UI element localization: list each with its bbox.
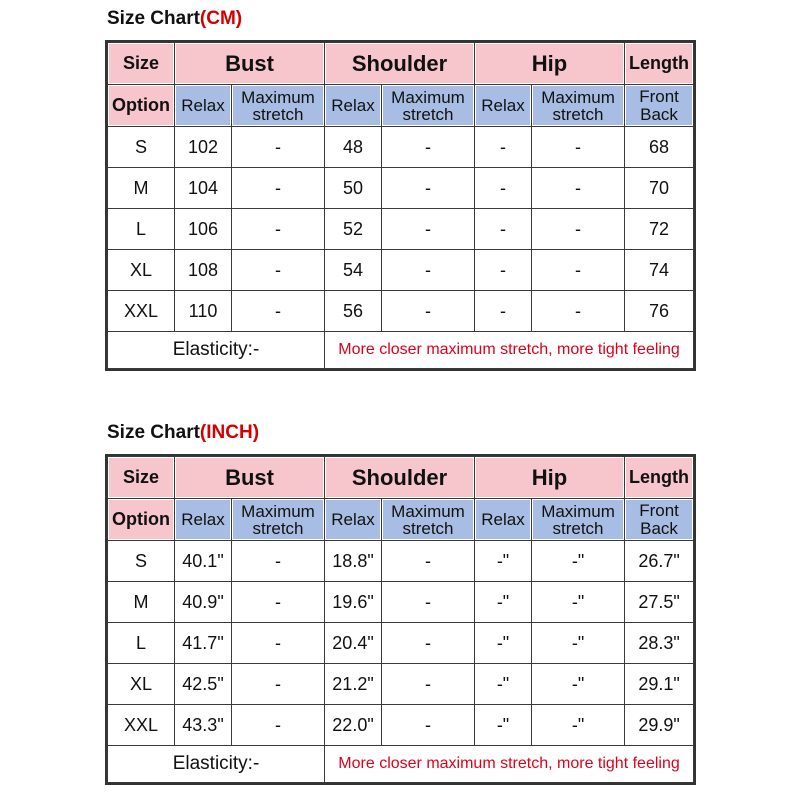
size-cell: M	[108, 582, 175, 623]
elasticity-row	[108, 746, 694, 783]
length-cell: 28.3"	[625, 623, 694, 664]
cm-title-unit: (CM)	[199, 8, 243, 29]
shoulder-max-cell: -	[382, 664, 475, 705]
hip-max-cell: -	[532, 291, 625, 332]
hip-max-cell: -	[532, 250, 625, 291]
option-header: Option	[108, 85, 175, 127]
hip-relax-cell: -	[475, 209, 532, 250]
hip-relax-header: Relax	[475, 499, 532, 541]
shoulder-max-cell: -	[382, 209, 475, 250]
length-header: Length	[625, 43, 694, 85]
bust-max-cell: -	[232, 250, 325, 291]
bust-relax-header: Relax	[175, 499, 232, 541]
shoulder-relax-cell: 54	[325, 250, 382, 291]
inch-header-row	[108, 457, 694, 499]
hip-relax-cell: -	[475, 168, 532, 209]
length-cell: 76	[625, 291, 694, 332]
hip-relax-cell: -"	[475, 623, 532, 664]
length-cell: 29.9"	[625, 705, 694, 746]
size-cell: XXL	[108, 291, 175, 332]
bust-relax-cell: 41.7"	[175, 623, 232, 664]
size-cell: XL	[108, 250, 175, 291]
table-row	[108, 291, 694, 332]
size-cell: L	[108, 209, 175, 250]
shoulder-max-cell: -	[382, 541, 475, 582]
bust-relax-cell: 108	[175, 250, 232, 291]
length-cell: 26.7"	[625, 541, 694, 582]
cm-chart-title	[107, 7, 242, 31]
table-row	[108, 582, 694, 623]
hip-max-cell: -"	[532, 582, 625, 623]
shoulder-max-header	[382, 85, 475, 127]
bust-relax-cell: 40.1"	[175, 541, 232, 582]
size-cell: XXL	[108, 705, 175, 746]
size-cell: S	[108, 541, 175, 582]
length-cell: 70	[625, 168, 694, 209]
shoulder-relax-cell: 56	[325, 291, 382, 332]
elasticity-note: More closer maximum stretch, more tight feeling	[325, 746, 694, 783]
length-cell: 74	[625, 250, 694, 291]
bust-max-header	[232, 85, 325, 127]
shoulder-relax-cell: 50	[325, 168, 382, 209]
table-row	[108, 168, 694, 209]
bust-max-cell: -	[232, 582, 325, 623]
cm-header-row	[108, 43, 694, 85]
bust-relax-cell: 42.5"	[175, 664, 232, 705]
inch-chart-title	[107, 421, 259, 445]
stretch-word: stretch	[252, 104, 304, 124]
length-cell: 72	[625, 209, 694, 250]
shoulder-header: Shoulder	[325, 43, 475, 85]
hip-max-cell: -"	[532, 664, 625, 705]
table-row	[108, 209, 694, 250]
shoulder-max-cell: -	[382, 127, 475, 168]
length-header: Length	[625, 457, 694, 499]
cm-title-prefix: Size Chart	[107, 8, 200, 29]
length-cell: 27.5"	[625, 582, 694, 623]
hip-relax-cell: -	[475, 291, 532, 332]
hip-relax-cell: -	[475, 127, 532, 168]
stretch-word: stretch	[252, 518, 304, 538]
bust-header: Bust	[175, 43, 325, 85]
back-word: Back	[640, 518, 678, 538]
stretch-word: stretch	[402, 518, 454, 538]
cm-subheader-row	[108, 85, 694, 127]
shoulder-relax-header: Relax	[325, 85, 382, 127]
stretch-word: stretch	[402, 104, 454, 124]
size-cell: XL	[108, 664, 175, 705]
shoulder-relax-cell: 52	[325, 209, 382, 250]
bust-relax-cell: 106	[175, 209, 232, 250]
inch-size-table	[107, 456, 694, 783]
front-word: Front	[639, 500, 679, 520]
maximum-word: Maximum	[541, 501, 615, 521]
shoulder-max-cell: -	[382, 291, 475, 332]
elasticity-label: Elasticity:-	[108, 746, 325, 783]
hip-max-header	[532, 499, 625, 541]
back-word: Back	[640, 104, 678, 124]
bust-max-cell: -	[232, 705, 325, 746]
shoulder-header: Shoulder	[325, 457, 475, 499]
shoulder-relax-cell: 18.8"	[325, 541, 382, 582]
stretch-word: stretch	[552, 104, 604, 124]
bust-max-header	[232, 499, 325, 541]
hip-relax-header: Relax	[475, 85, 532, 127]
table-row	[108, 664, 694, 705]
hip-header: Hip	[475, 43, 625, 85]
hip-relax-cell: -"	[475, 705, 532, 746]
hip-max-cell: -"	[532, 541, 625, 582]
size-cell: M	[108, 168, 175, 209]
inch-title-prefix: Size Chart	[107, 422, 200, 443]
bust-relax-cell: 40.9"	[175, 582, 232, 623]
bust-max-cell: -	[232, 664, 325, 705]
shoulder-max-cell: -	[382, 623, 475, 664]
hip-max-cell: -"	[532, 623, 625, 664]
length-cell: 68	[625, 127, 694, 168]
length-front-back-header	[625, 85, 694, 127]
stretch-word: stretch	[552, 518, 604, 538]
maximum-word: Maximum	[391, 87, 465, 107]
size-cell: S	[108, 127, 175, 168]
size-cell: L	[108, 623, 175, 664]
shoulder-max-cell: -	[382, 168, 475, 209]
elasticity-note: More closer maximum stretch, more tight feeling	[325, 332, 694, 369]
shoulder-relax-header: Relax	[325, 499, 382, 541]
shoulder-max-cell: -	[382, 582, 475, 623]
table-row	[108, 705, 694, 746]
shoulder-relax-cell: 22.0"	[325, 705, 382, 746]
inch-title-unit: (INCH)	[199, 422, 260, 443]
shoulder-relax-cell: 20.4"	[325, 623, 382, 664]
shoulder-max-cell: -	[382, 250, 475, 291]
cm-size-table	[107, 42, 694, 369]
front-word: Front	[639, 86, 679, 106]
bust-relax-header: Relax	[175, 85, 232, 127]
hip-relax-cell: -	[475, 250, 532, 291]
elasticity-label: Elasticity:-	[108, 332, 325, 369]
bust-relax-cell: 43.3"	[175, 705, 232, 746]
table-row	[108, 541, 694, 582]
bust-max-cell: -	[232, 541, 325, 582]
bust-header: Bust	[175, 457, 325, 499]
hip-max-cell: -	[532, 168, 625, 209]
shoulder-relax-cell: 19.6"	[325, 582, 382, 623]
bust-relax-cell: 104	[175, 168, 232, 209]
hip-max-cell: -"	[532, 705, 625, 746]
length-front-back-header	[625, 499, 694, 541]
bust-relax-cell: 110	[175, 291, 232, 332]
maximum-word: Maximum	[391, 501, 465, 521]
length-cell: 29.1"	[625, 664, 694, 705]
bust-max-cell: -	[232, 209, 325, 250]
size-header: Size	[108, 457, 175, 499]
hip-relax-cell: -"	[475, 582, 532, 623]
table-row	[108, 623, 694, 664]
shoulder-max-cell: -	[382, 705, 475, 746]
table-row	[108, 127, 694, 168]
elasticity-row	[108, 332, 694, 369]
table-row	[108, 250, 694, 291]
hip-relax-cell: -"	[475, 664, 532, 705]
option-header: Option	[108, 499, 175, 541]
size-header: Size	[108, 43, 175, 85]
bust-max-cell: -	[232, 291, 325, 332]
hip-header: Hip	[475, 457, 625, 499]
bust-max-cell: -	[232, 168, 325, 209]
shoulder-relax-cell: 48	[325, 127, 382, 168]
bust-max-cell: -	[232, 623, 325, 664]
bust-max-cell: -	[232, 127, 325, 168]
hip-max-cell: -	[532, 127, 625, 168]
maximum-word: Maximum	[241, 501, 315, 521]
hip-relax-cell: -"	[475, 541, 532, 582]
bust-relax-cell: 102	[175, 127, 232, 168]
hip-max-cell: -	[532, 209, 625, 250]
inch-subheader-row	[108, 499, 694, 541]
hip-max-header	[532, 85, 625, 127]
maximum-word: Maximum	[541, 87, 615, 107]
shoulder-max-header	[382, 499, 475, 541]
maximum-word: Maximum	[241, 87, 315, 107]
shoulder-relax-cell: 21.2"	[325, 664, 382, 705]
